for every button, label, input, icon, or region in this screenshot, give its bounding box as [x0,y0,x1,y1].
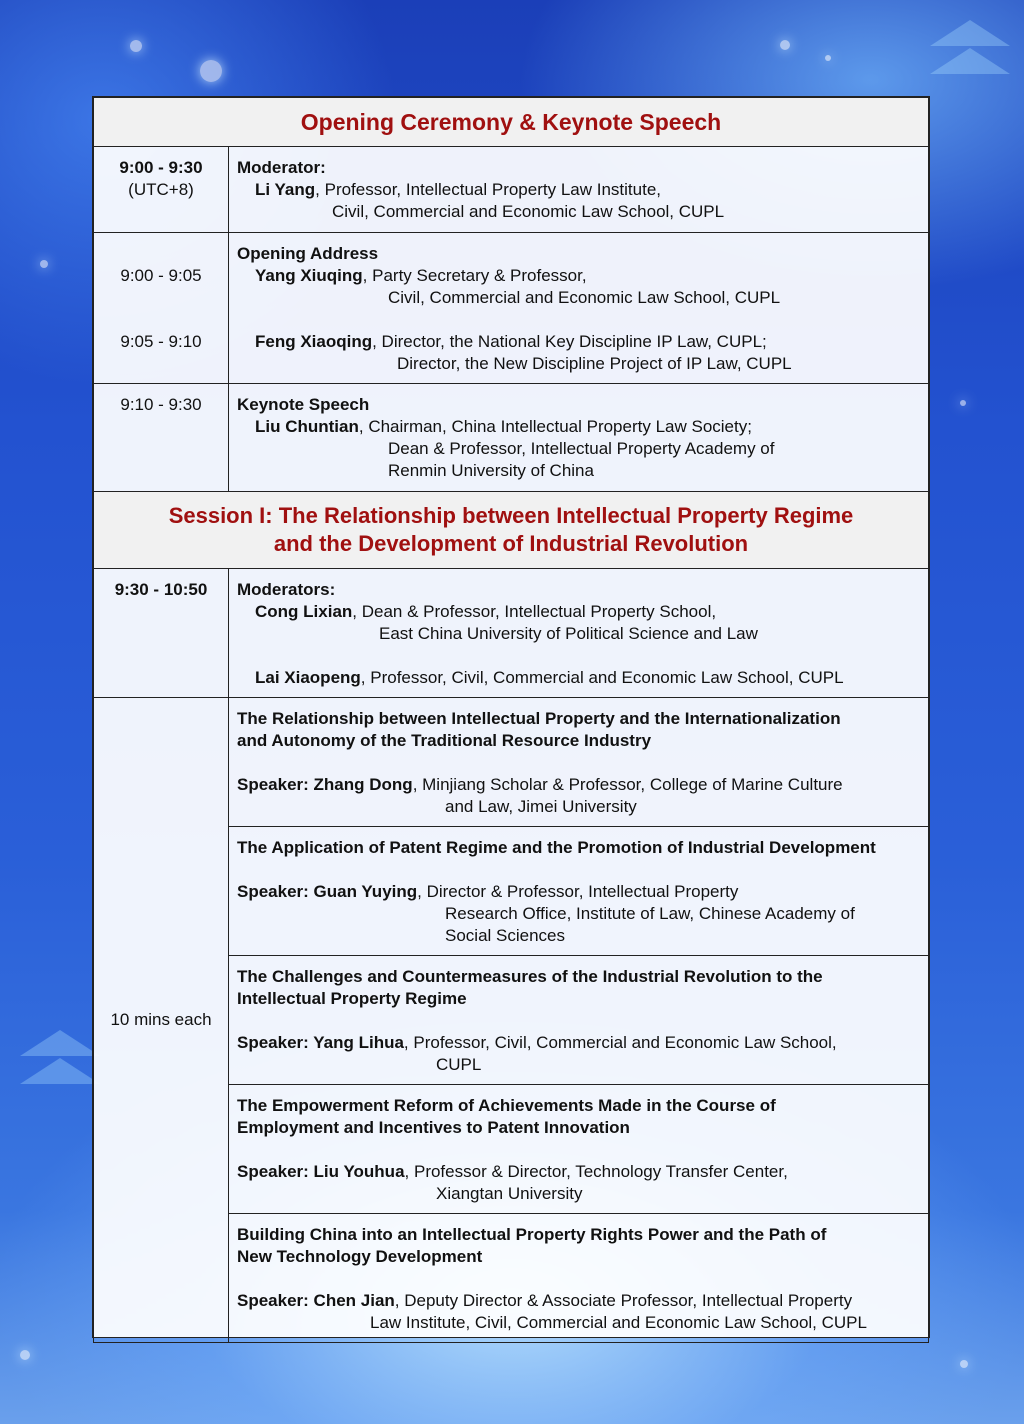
talk-3-title-1: The Challenges and Countermeasures of the Industrial Revolution to the [237,967,823,986]
moderator-time: 9:00 - 9:30 [119,158,203,177]
session1-moderator-2-name: Lai Xiaopeng [255,668,361,687]
talk-5-speaker: Speaker: Chen Jian [237,1291,395,1310]
talk-2-speaker: Speaker: Guan Yuying [237,882,418,901]
talk-2-aff-3: Social Sciences [445,926,566,945]
talk-2 [229,827,929,956]
address-speaker-1-name: Yang Xiuqing [255,266,363,285]
timezone: (UTC+8) [128,180,194,199]
talk-5-aff-2: Law Institute, Civil, Commercial and Economic Law School, CUPL [370,1313,867,1332]
moderator-label: Moderator: [237,158,326,177]
address-time-1: 9:00 - 9:05 [120,266,202,285]
session1-title-line1: Session I: The Relationship between Intellectual Property Regime [168,503,854,528]
keynote-time-cell [94,384,229,492]
talk-3-aff-2: CUPL [436,1055,482,1074]
session1-time-cell [94,569,229,698]
keynote-name: Liu Chuntian [255,417,359,436]
keynote-affiliation-3: Renmin University of China [388,461,594,480]
talk-4-title-2: Employment and Incentives to Patent Innovation [237,1118,630,1137]
talk-1-aff-1: , Minjiang Scholar & Professor, College of Marine Culture [412,775,843,794]
talk-2-title-1: The Application of Patent Regime and the Promotion of Industrial Development [237,838,876,857]
session1-moderator-1-aff-2: East China University of Political Science and Law [379,624,758,643]
talk-3-title-2: Intellectual Property Regime [237,989,467,1008]
talk-3-speaker: Speaker: Yang Lihua [237,1033,404,1052]
opening-title: Opening Ceremony & Keynote Speech [94,98,929,147]
talks-time: 10 mins each [110,1010,212,1029]
session1-moderator-2-aff: , Professor, Civil, Commercial and Economic Law School, CUPL [360,668,844,687]
talk-5 [229,1214,929,1343]
address-label: Opening Address [237,244,379,263]
address-content [229,233,929,384]
talk-2-aff-1: , Director & Professor, Intellectual Property [417,882,739,901]
session1-moderators-label: Moderators: [237,580,336,599]
address-speaker-2-aff: , Director, the National Key Discipline IP Law, CUPL; [372,332,767,351]
talk-1-title-1: The Relationship between Intellectual Property and the Internationalization [237,709,841,728]
address-speaker-2-aff-2: Director, the New Discipline Project of IP Law, CUPL [397,354,792,373]
talk-5-title-2: New Technology Development [237,1247,483,1266]
address-time-cell [94,233,229,384]
keynote-affiliation-2: Dean & Professor, Intellectual Property Academy of [388,439,775,458]
session1-moderator-1-name: Cong Lixian [255,602,353,621]
talk-4-aff-2: Xiangtan University [436,1184,583,1203]
moderator-name: Li Yang [255,180,316,199]
talk-1 [229,698,929,827]
moderator-affiliation-2: Civil, Commercial and Economic Law School, CUPL [332,202,725,221]
talk-5-title-1: Building China into an Intellectual Property Rights Power and the Path of [237,1225,827,1244]
talk-row-1 [94,698,929,827]
talk-4-aff-1: , Professor & Director, Technology Transfer Center, [404,1162,788,1181]
talk-3 [229,956,929,1085]
address-speaker-1-aff-2: Civil, Commercial and Economic Law School, CUPL [388,288,781,307]
moderator-affiliation: , Professor, Intellectual Property Law Institute, [315,180,661,199]
keynote-row [94,384,929,492]
address-speaker-2-name: Feng Xiaoqing [255,332,373,351]
session1-title [94,492,929,569]
talk-1-title-2: and Autonomy of the Traditional Resource Industry [237,731,652,750]
talk-1-speaker: Speaker: Zhang Dong [237,775,413,794]
talk-2-aff-2: Research Office, Institute of Law, Chinese Academy of [445,904,855,923]
agenda-table [93,97,929,1343]
opening-header-row [94,98,929,147]
keynote-label: Keynote Speech [237,395,370,414]
talk-4-speaker: Speaker: Liu Youhua [237,1162,405,1181]
session1-title-line2: and the Development of Industrial Revolution [273,531,749,556]
session1-time: 9:30 - 10:50 [114,580,208,599]
keynote-time: 9:10 - 9:30 [120,395,202,414]
talks-time-cell [94,698,229,1343]
talk-1-aff-2: and Law, Jimei University [445,797,637,816]
session1-moderators-content [229,569,929,698]
opening-address-row [94,233,929,384]
keynote-affiliation: , Chairman, China Intellectual Property Law Society; [358,417,752,436]
address-time-2: 9:05 - 9:10 [120,332,202,351]
session1-moderator-1-aff: , Dean & Professor, Intellectual Property School, [352,602,717,621]
talk-5-aff-1: , Deputy Director & Associate Professor, Intellectual Property [394,1291,853,1310]
moderator-row [94,147,929,233]
talk-4 [229,1085,929,1214]
session1-header-row [94,492,929,569]
address-speaker-1-aff: , Party Secretary & Professor, [362,266,587,285]
keynote-content [229,384,929,492]
agenda-sheet [92,96,930,1338]
talk-3-aff-1: , Professor, Civil, Commercial and Economic Law School, [403,1033,837,1052]
moderator-time-cell [94,147,229,233]
session1-moderators-row [94,569,929,698]
moderator-content [229,147,929,233]
talk-4-title-1: The Empowerment Reform of Achievements Made in the Course of [237,1096,776,1115]
